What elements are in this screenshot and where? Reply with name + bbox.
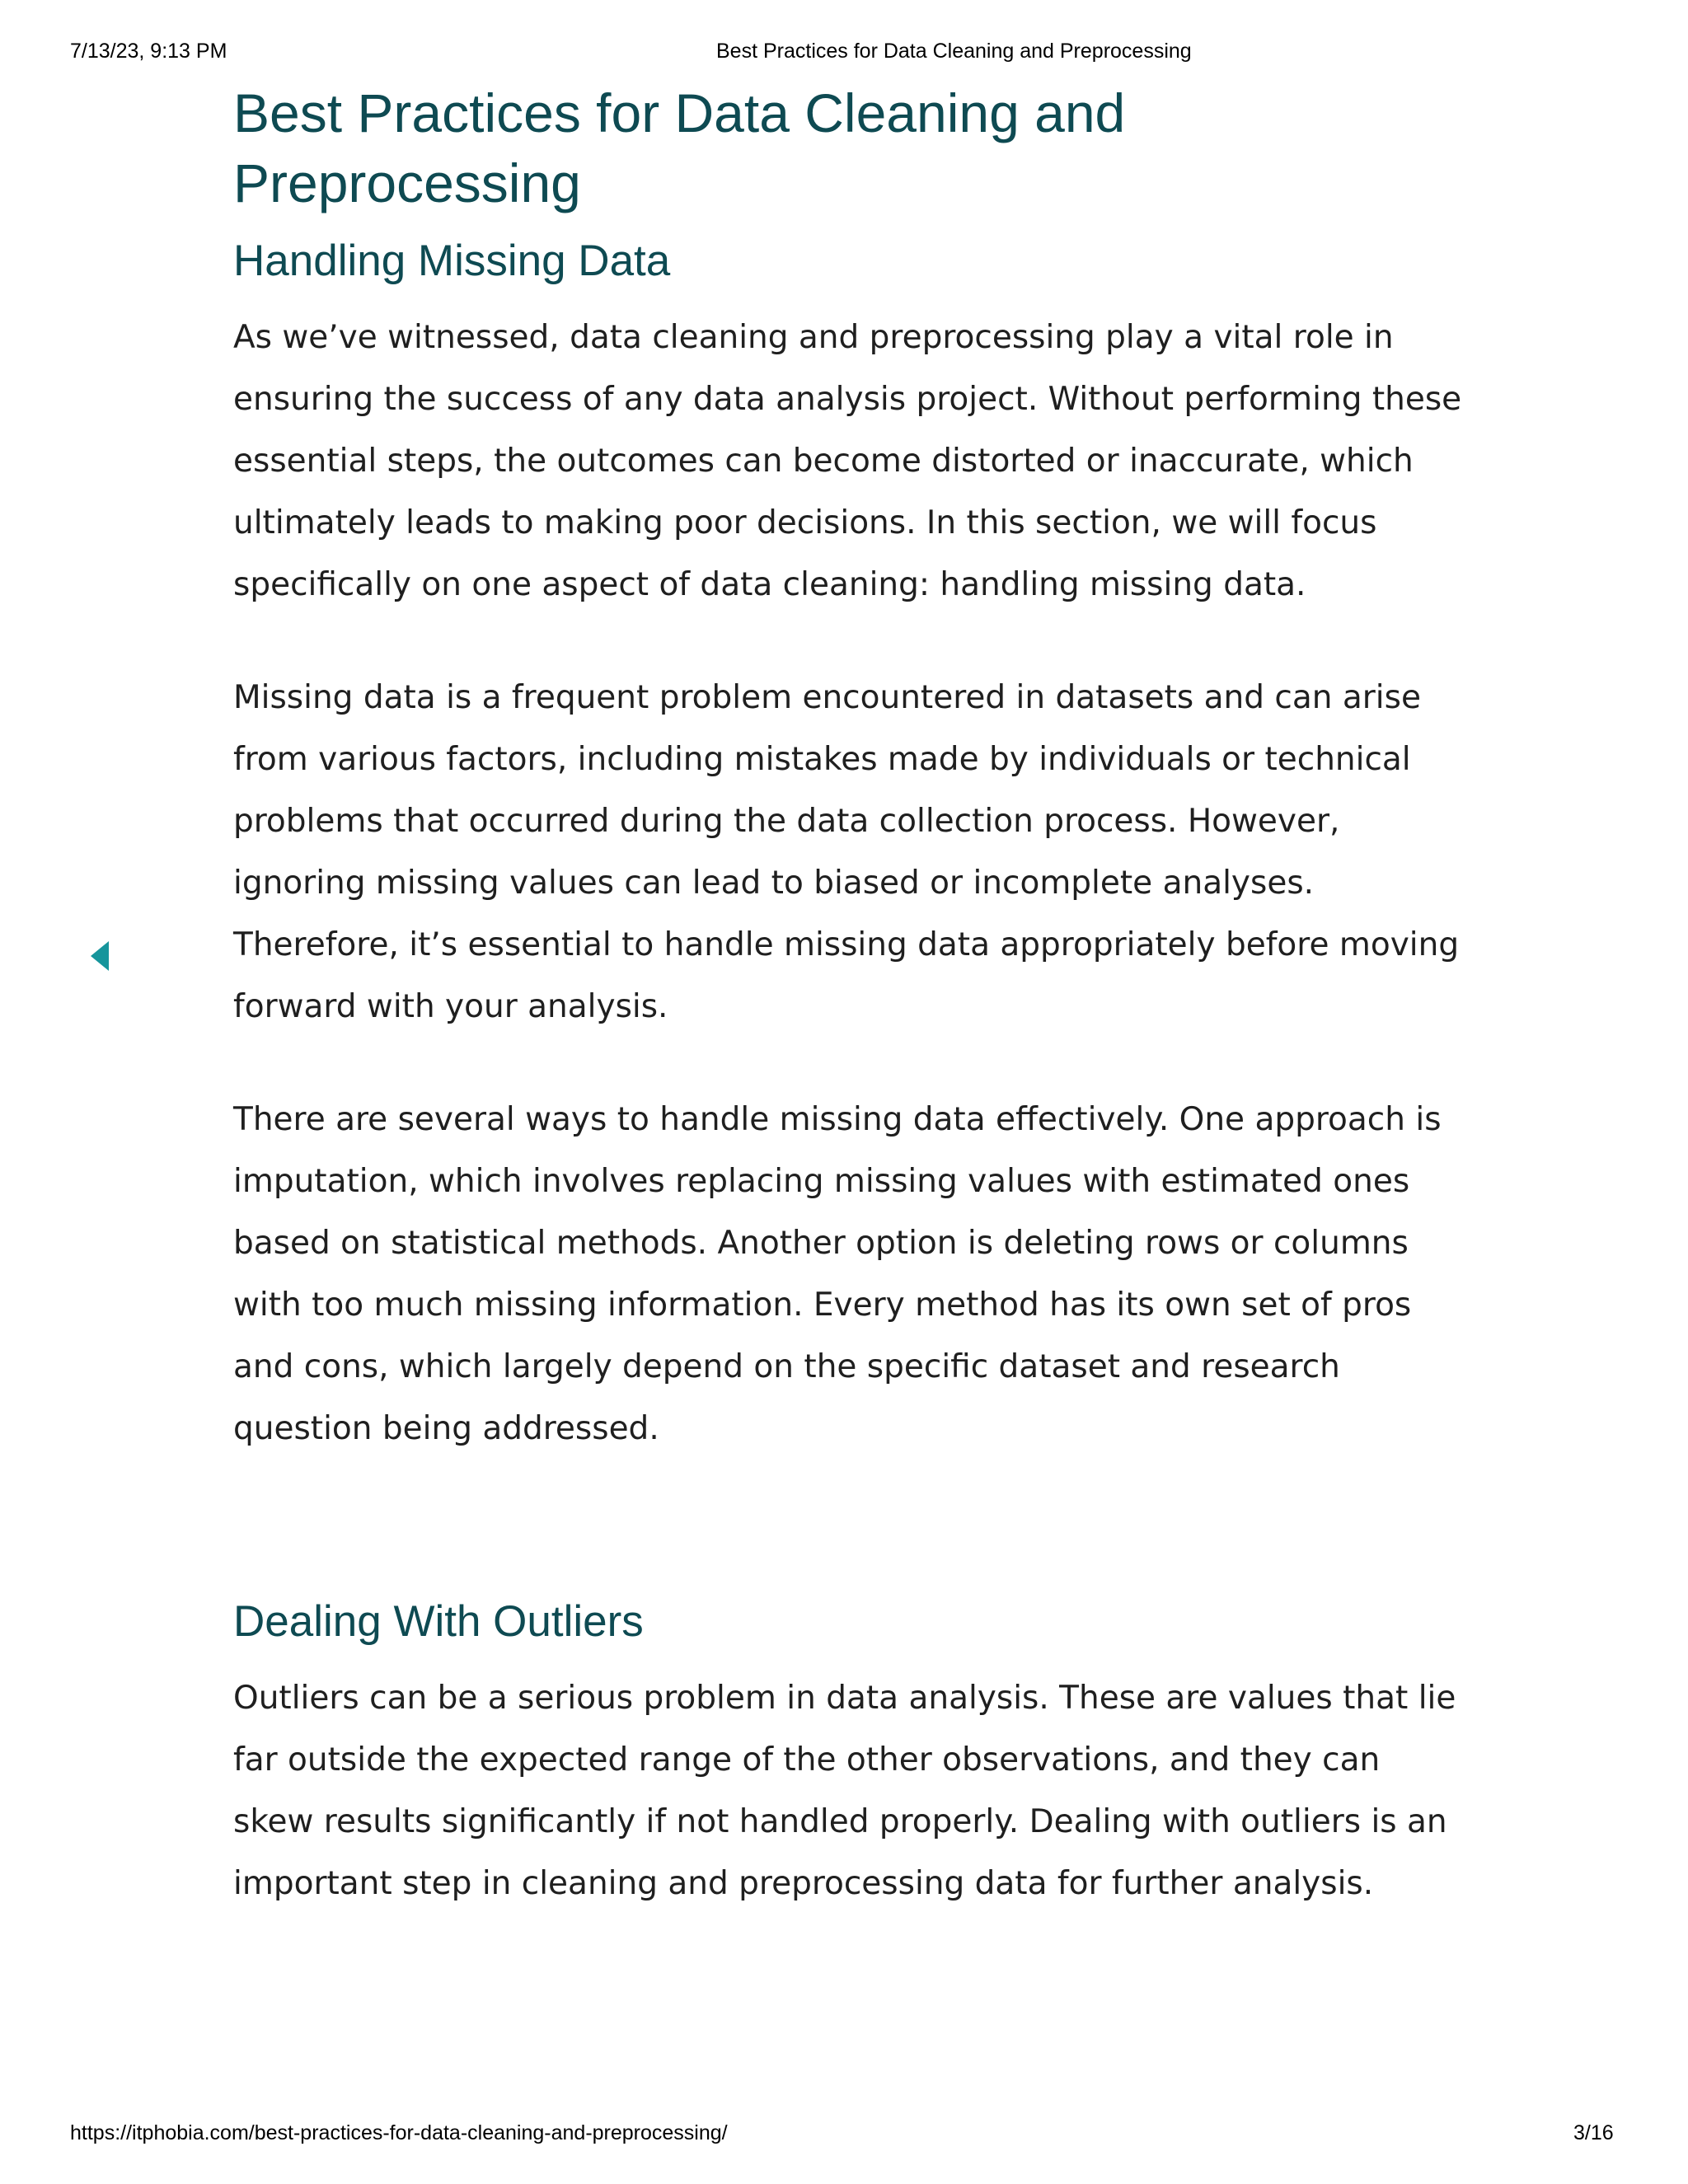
paragraph: Missing data is a frequent problem encountered in datasets and can arise from various factors, including mistakes made by individuals or technical problems that occurred during the data collection process. However, ignoring missing values can lead to biased or incomplete analyses. Therefore, it’s essential to handle missing data appropriately before moving forward with your analysis.	[233, 679, 1460, 1025]
print-footer	[0, 2121, 1688, 2154]
print-url: https://itphobia.com/best-practices-for-data-cleaning-and-preprocessing/	[70, 2121, 728, 2144]
section-heading-missing-data: Handling Missing Data	[233, 237, 671, 285]
paragraph: As we’ve witnessed, data cleaning and preprocessing play a vital role in ensuring the success of any data analysis project. Without performing these essential steps, the outcomes can become distorted or inaccurate, which ultimately leads to making poor decisions. In this section, we will focus specifically on one aspect of data cleaning: handling missing data.	[233, 319, 1462, 603]
print-datetime: 7/13/23, 9:13 PM	[70, 40, 227, 63]
section-heading-outliers: Dealing With Outliers	[233, 1597, 644, 1646]
page-number: 3/16	[1573, 2121, 1614, 2144]
article-title: Best Practices for Data Cleaning and Preprocessing	[233, 82, 1126, 213]
print-doc-title: Best Practices for Data Cleaning and Preprocessing	[716, 40, 1192, 63]
print-header	[0, 40, 1688, 73]
article-content	[233, 78, 1470, 1915]
paragraph: Outliers can be a serious problem in data analysis. These are values that lie far outside the expected range of the other observations, and they can skew results significantly if not handled properly. Dealing with outliers is an important step in cleaning and preprocessing data for further analysis.	[233, 1680, 1456, 1902]
triangle-left-icon[interactable]	[91, 941, 109, 971]
paragraph: There are several ways to handle missing data effectively. One approach is imputation, which involves replacing missing values with estimated ones based on statistical methods. Another option is deleting rows or columns with too much missing information. Every method has its own set of pros and cons, which largely depend on the specific dataset and research question being addressed.	[233, 1101, 1442, 1447]
